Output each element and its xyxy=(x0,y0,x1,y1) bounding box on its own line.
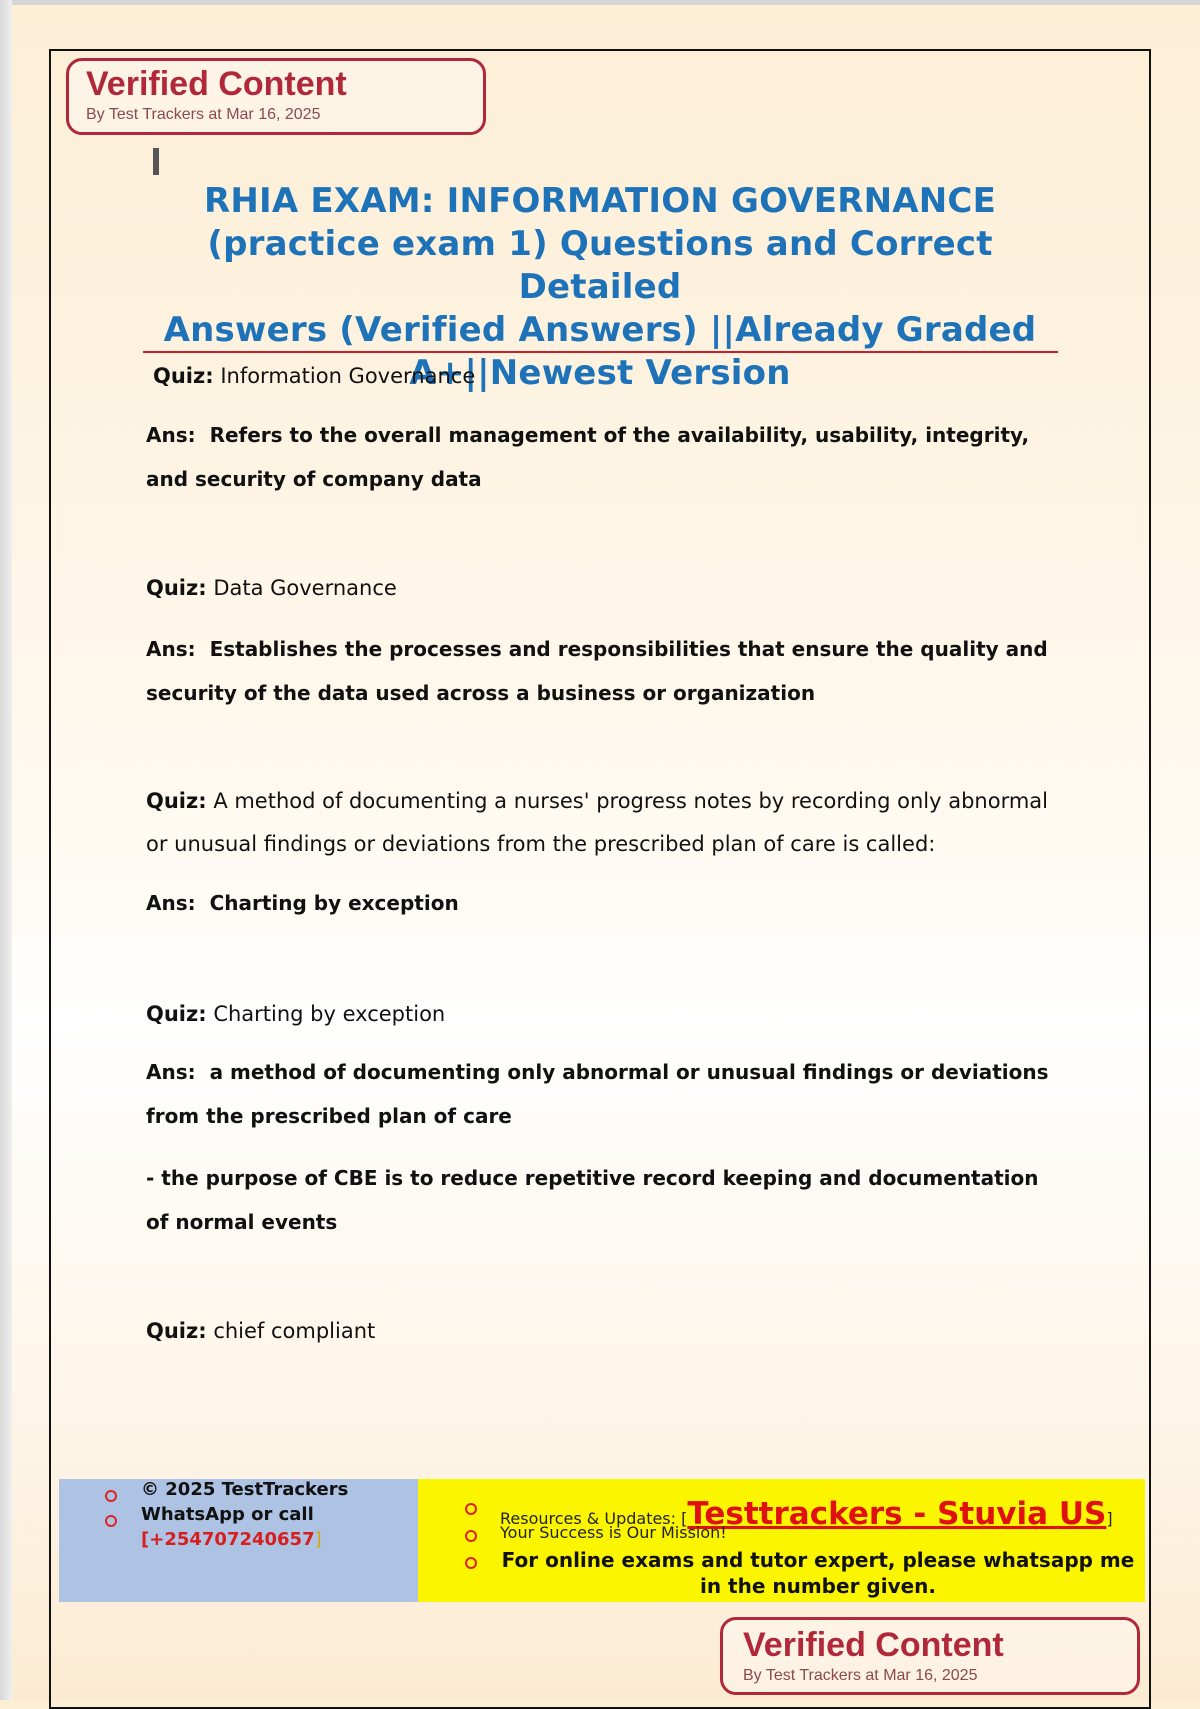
footer-whatsapp-label: WhatsApp or call xyxy=(141,1504,314,1525)
quiz-question xyxy=(146,1002,445,1026)
verified-stamp-subtitle: By Test Trackers at Mar 16, 2025 xyxy=(743,1667,978,1684)
quiz-label: Quiz: xyxy=(146,1002,207,1026)
verified-stamp-title: Verified Content xyxy=(86,65,347,103)
viewer-left-edge xyxy=(0,0,12,1700)
quiz-text: Information Governance xyxy=(220,364,476,388)
bullet-icon xyxy=(465,1557,477,1569)
quiz-label: Quiz: xyxy=(146,1319,207,1343)
quiz-question xyxy=(146,780,1066,866)
title-line: (practice exam 1) Questions and Correct Detailed xyxy=(207,224,993,307)
resources-label: Resources & Updates: xyxy=(500,1509,677,1528)
verified-stamp-top xyxy=(66,58,486,135)
quiz-answer xyxy=(146,1050,1066,1138)
answer-text: Refers to the overall management of the availability, usability, integrity, and security of company data xyxy=(146,423,1030,491)
footer-contact-panel xyxy=(59,1479,418,1602)
title-underline-divider xyxy=(143,351,1058,353)
footer-resources-panel xyxy=(418,1479,1145,1602)
text-cursor-icon xyxy=(153,148,159,175)
quiz-answer xyxy=(146,627,1066,715)
title-line: A+||Newest Version xyxy=(409,353,791,393)
quiz-answer xyxy=(146,881,1066,925)
viewer-top-edge xyxy=(0,0,1200,5)
bullet-icon xyxy=(105,1490,117,1502)
verified-stamp-title: Verified Content xyxy=(743,1626,1004,1664)
verified-stamp-subtitle: By Test Trackers at Mar 16, 2025 xyxy=(86,106,321,123)
document-title xyxy=(140,180,1060,395)
title-line: Answers (Verified Answers) ||Already Graded xyxy=(163,310,1037,350)
verified-stamp-bottom xyxy=(720,1617,1140,1695)
quiz-label: Quiz: xyxy=(153,364,214,388)
quiz-text: chief compliant xyxy=(213,1319,376,1343)
quiz-text: Charting by exception xyxy=(213,1002,446,1026)
answer-label: Ans: xyxy=(146,637,196,661)
tutor-line: For online exams and tutor expert, please whatsapp me xyxy=(501,1548,1135,1572)
tutor-line: in the number given. xyxy=(699,1574,936,1598)
quiz-answer xyxy=(146,413,1066,501)
answer-label: Ans: xyxy=(146,891,196,915)
answer-label: Ans: xyxy=(146,423,196,447)
quiz-label: Quiz: xyxy=(146,576,207,600)
answer-label: Ans: xyxy=(146,1060,196,1084)
title-line: RHIA EXAM: INFORMATION GOVERNANCE xyxy=(203,181,997,221)
footer-tutor-note xyxy=(498,1547,1138,1599)
quiz-question xyxy=(146,576,397,600)
quiz-label: Quiz: xyxy=(146,789,207,813)
bullet-icon xyxy=(105,1515,117,1527)
bullet-icon xyxy=(465,1503,477,1515)
quiz-text: Data Governance xyxy=(213,576,397,600)
footer-mission: Your Success is Our Mission! xyxy=(500,1523,727,1542)
footer-phone: [+254707240657] xyxy=(141,1529,322,1550)
footer-copyright: © 2025 TestTrackers xyxy=(141,1479,349,1500)
answer-extra-note: - the purpose of CBE is to reduce repetitive record keeping and documentation of normal events xyxy=(146,1166,1039,1234)
phone-number[interactable]: +254707240657 xyxy=(149,1529,315,1550)
footer-resources: Resources & Updates: [Testtrackers - Stuvia US] xyxy=(500,1496,1113,1532)
bullet-icon xyxy=(465,1530,477,1542)
quiz-text: A method of documenting a nurses' progress notes by recording only abnormal or unusual findings or deviations from the prescribed plan of care is called: xyxy=(146,789,1048,856)
quiz-question xyxy=(146,1319,375,1343)
answer-text: Charting by exception xyxy=(209,891,459,915)
quiz-question xyxy=(153,364,475,388)
answer-text: a method of documenting only abnormal or unusual findings or deviations from the prescribed plan of care xyxy=(146,1060,1049,1128)
stuvia-link[interactable]: Testtrackers - Stuvia US xyxy=(687,1496,1107,1532)
answer-text: Establishes the processes and responsibilities that ensure the quality and security of the data used across a business or organization xyxy=(146,637,1048,705)
